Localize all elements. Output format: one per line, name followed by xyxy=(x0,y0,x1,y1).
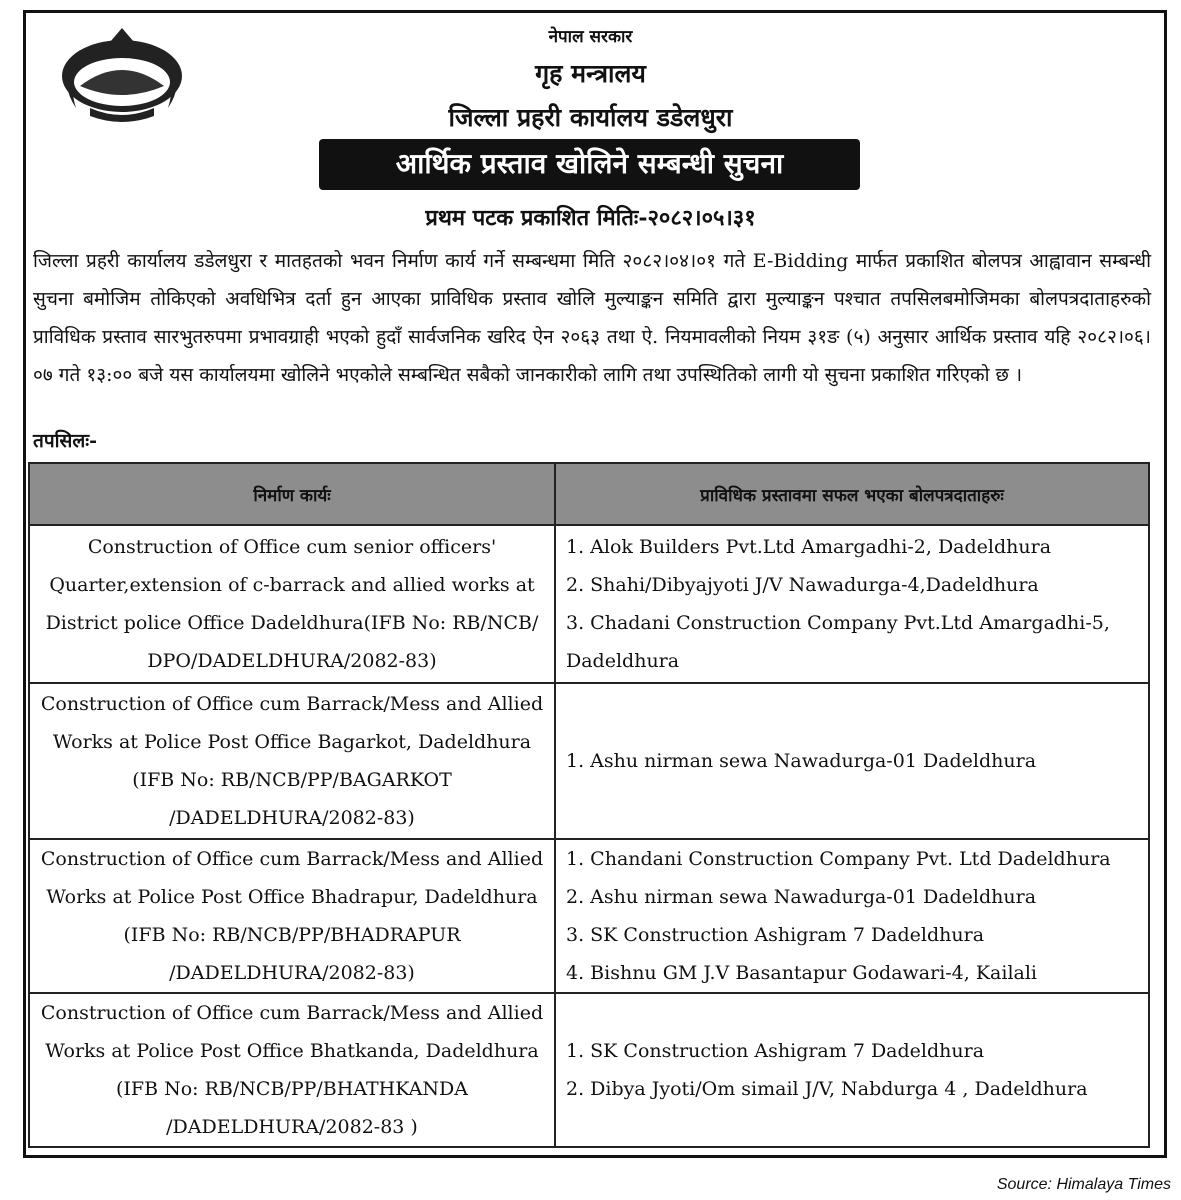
work-cell: Construction of Office cum Barrack/Mess and Allied Works at Police Post Office Bhatkanda, Dadeldhura (IFB No: RB/NCB/PP/BHATHKANDA /DADELDHURA/2082-83 ) xyxy=(29,993,555,1147)
bidders-cell xyxy=(555,525,1149,683)
government-name: नेपाल सरकार xyxy=(548,27,633,47)
bidders-cell xyxy=(555,683,1149,839)
bidder-item: 3. SK Construction Ashigram 7 Dadeldhura xyxy=(566,924,985,946)
work-cell: Construction of Office cum Barrack/Mess and Allied Works at Police Post Office Bhadrapur, Dadeldhura (IFB No: RB/NCB/PP/BHADRAPUR /DADELDHURA/2082-83) xyxy=(29,839,555,993)
column-header-bidders: प्राविधिक प्रस्तावमा सफल भएका बोलपत्रदाताहरुः xyxy=(555,463,1149,525)
bidder-item: 1. Alok Builders Pvt.Ltd Amargadhi-2, Dadeldhura xyxy=(566,536,1052,558)
bidder-item: 2. Dibya Jyoti/Om simail J/V, Nabdurga 4 , Dadeldhura xyxy=(566,1078,1088,1100)
bidder-item: 2. Ashu nirman sewa Nawadurga-01 Dadeldhura xyxy=(566,886,1037,908)
notice-title: आर्थिक प्रस्ताव खोलिने सम्बन्धी सुचना xyxy=(319,139,860,190)
work-cell: Construction of Office cum senior officers' Quarter,extension of c-barrack and allied works at District police Office Dadeldhura(IFB No: RB/NCB/ DPO/DADELDHURA/2082-83) xyxy=(29,525,555,683)
ministry-name: गृह मन्त्रालय xyxy=(535,59,646,88)
source-credit: Source: Himalaya Times xyxy=(996,1176,1171,1193)
bidder-item: 2. Shahi/Dibyajyoti J/V Nawadurga-4,Dadeldhura xyxy=(566,574,1039,596)
bidders-cell xyxy=(555,993,1149,1147)
bidder-item: 1. Ashu nirman sewa Nawadurga-01 Dadeldhura xyxy=(566,750,1037,772)
notice-paragraph: जिल्ला प्रहरी कार्यालय डडेलधुरा र मातहतको भवन निर्माण कार्य गर्ने सम्बन्धमा मिति २०८२।०४।०१ गते E-Bidding मार्फत प्रकाशित बोलपत्र आह्वावान सम्बन्धी सुचना बमोजिम तोकिएको अवधिभित्र दर्ता हुन आएका प्राविधिक प्रस्ताव खोलि मुल्याङ्कन समिति द्वारा मुल्याङ्कन पश्चात तपसिलबमोजिमका बोलपत्रदाताहरुको प्राविधिक प्रस्ताव सारभुतरुपमा प्रभावग्राही भएको हुदाँ सार्वजनिक खरिद ऐन २०६३ तथा ऐ. नियमावलीको नियम ३१ङ (५) अनुसार आर्थिक प्रस्ताव यहि २०८२।०६।०७ गते १३:०० बजे यस कार्यालयमा खोलिने भएकोले सम्बन्धित सबैको जानकारीको लागि तथा उपस्थितिको लागी यो सुचना प्रकाशित गरिएको छ । xyxy=(33,250,1151,386)
bidder-item: 3. Chadani Construction Company Pvt.Ltd Amargadhi-5, Dadeldhura xyxy=(566,612,1110,672)
work-cell: Construction of Office cum Barrack/Mess and Allied Works at Police Post Office Bagarkot, Dadeldhura (IFB No: RB/NCB/PP/BAGARKOT /DADELDHURA/2082-83) xyxy=(29,683,555,839)
table-header-row xyxy=(29,463,1149,525)
bidders-table xyxy=(28,462,1150,1148)
bidder-item: 1. SK Construction Ashigram 7 Dadeldhura xyxy=(566,1040,985,1062)
column-header-work: निर्माण कार्यः xyxy=(29,463,555,525)
details-label: तपसिलः- xyxy=(33,430,97,452)
bidders-cell xyxy=(555,839,1149,993)
bidder-item: 1. Chandani Construction Company Pvt. Ltd Dadeldhura xyxy=(566,848,1111,870)
table-row xyxy=(29,839,1149,993)
published-date: प्रथम पटक प्रकाशित मितिः-२०८२।०५।३१ xyxy=(425,205,756,231)
table-row xyxy=(29,993,1149,1147)
office-name: जिल्ला प्रहरी कार्यालय डडेलधुरा xyxy=(448,103,733,132)
table-row xyxy=(29,525,1149,683)
table-row xyxy=(29,683,1149,839)
bidder-item: 4. Bishnu GM J.V Basantapur Godawari-4, Kailali xyxy=(566,962,1038,984)
